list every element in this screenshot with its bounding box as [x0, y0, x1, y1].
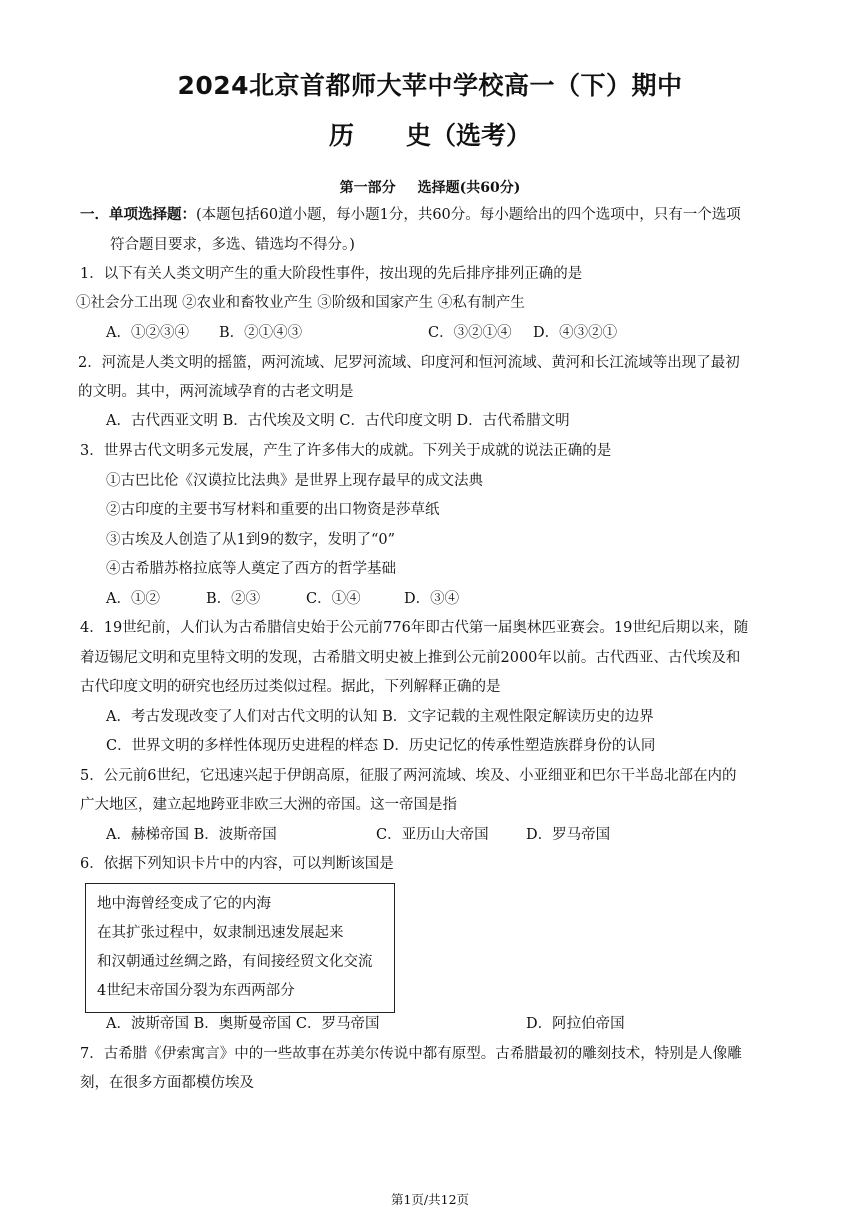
q4-stem-3: 古代印度文明的研究也经历过类似过程。据此，下列解释正确的是	[80, 679, 501, 695]
q2-stem-2: 的文明。其中，两河流域孕育的古老文明是	[78, 384, 354, 400]
q1-option-c: C．③②①④	[428, 325, 512, 341]
q3-option-d: D．③④	[404, 591, 460, 607]
part-name: 第一部分	[339, 180, 396, 196]
q3-item-1: ①古巴比伦《汉谟拉比法典》是世界上现存最早的成文法典	[106, 473, 483, 489]
q7-stem-2: 刻，在很多方面都模仿埃及	[80, 1075, 254, 1091]
q3-option-b: B．②③	[206, 591, 261, 607]
q3-stem: 3．世界古代文明多元发展，产生了许多伟大的成就。下列关于成就的说法正确的是	[80, 443, 612, 459]
q5-stem-1: 5．公元前6世纪，它迅速兴起于伊朗高原，征服了两河流域、埃及、小亚细亚和巴尔干半岛北部在内的	[80, 768, 737, 784]
q5-stem-2: 广大地区，建立起地跨亚非欧三大洲的帝国。这一帝国是指	[80, 797, 457, 813]
q5-options-ab: A．赫梯帝国 B．波斯帝国	[106, 827, 277, 843]
q7-stem-1: 7．古希腊《伊索寓言》中的一些故事在苏美尔传说中都有原型。古希腊最初的雕刻技术，特别是人像雕	[80, 1046, 742, 1062]
q2-options: A．古代西亚文明 B．古代埃及文明 C．古代印度文明 D．古代希腊文明	[106, 413, 570, 429]
q3-option-a: A．①②	[106, 591, 160, 607]
q3-item-3: ③古埃及人创造了从1到9的数字，发明了“0”	[106, 532, 396, 548]
q6-option-d: D．阿拉伯帝国	[526, 1016, 625, 1032]
q6-stem: 6．依据下列知识卡片中的内容，可以判断该国是	[80, 856, 394, 872]
q1-option-d: D．④③②①	[533, 325, 618, 341]
instructions-line-2: 符合题目要求，多选、错选均不得分。)	[110, 237, 355, 253]
q3-option-c: C．①④	[306, 591, 361, 607]
card-line-3: 和汉朝通过丝绸之路，有间接经贸文化交流	[97, 954, 373, 970]
instructions-label: 一．单项选择题：	[80, 206, 196, 223]
page-number: 第1页/共12页	[390, 1192, 470, 1207]
q1-stem: 1．以下有关人类文明产生的重大阶段性事件，按出现的先后排序排列正确的是	[80, 266, 583, 282]
subject-title	[0, 116, 860, 152]
q2-stem-1: 2．河流是人类文明的摇篮，两河流域、尼罗河流域、印度河和恒河流域、黄河和长江流域等出现了最初	[78, 355, 740, 371]
subject-char-2: 史（选考）	[406, 121, 532, 150]
q3-item-4: ④古希腊苏格拉底等人奠定了西方的哲学基础	[106, 561, 396, 577]
card-line-4: 4世纪末帝国分裂为东西两部分	[97, 983, 295, 999]
knowledge-card	[85, 883, 395, 1013]
subject-char-1: 历	[328, 121, 354, 150]
q4-options-ab: A．考古发现改变了人们对古代文明的认知 B．文字记载的主观性限定解读历史的边界	[106, 709, 654, 725]
q4-stem-1: 4．19世纪前，人们认为古希腊信史始于公元前776年即古代第一届奥林匹亚赛会。19世纪后期以来，随	[80, 620, 749, 636]
q1-option-a: A．①②③④	[106, 325, 189, 341]
q4-stem-2: 着迈锡尼文明和克里特文明的发现，古希腊文明史被上推到公元前2000年以前。古代西亚、古代埃及和	[80, 650, 741, 666]
q1-items: ①社会分工出现 ②农业和畜牧业产生 ③阶级和国家产生 ④私有制产生	[76, 295, 525, 311]
exam-title: 2024北京首都师大苹中学校高一（下）期中	[177, 71, 683, 100]
card-line-1: 地中海曾经变成了它的内海	[97, 896, 271, 912]
q4-options-cd: C．世界文明的多样性体现历史进程的样态 D．历史记忆的传承性塑造族群身份的认同	[106, 738, 656, 754]
card-line-2: 在其扩张过程中，奴隶制迅速发展起来	[97, 925, 344, 941]
part-heading	[0, 177, 860, 197]
instructions-line-1	[80, 205, 741, 225]
instructions-text-1: (本题包括60道小题，每小题1分，共60分。每小题给出的四个选项中，只有一个选项	[196, 207, 741, 223]
q3-item-2: ②古印度的主要书写材料和重要的出口物资是莎草纸	[106, 502, 440, 518]
q5-option-c: C．亚历山大帝国	[376, 827, 489, 843]
part-section: 选择题(共60分)	[417, 180, 521, 196]
q5-option-d: D．罗马帝国	[526, 827, 611, 843]
q1-option-b: B．②①④③	[219, 325, 303, 341]
q6-options-abc: A．波斯帝国 B．奥斯曼帝国 C．罗马帝国	[106, 1016, 380, 1032]
